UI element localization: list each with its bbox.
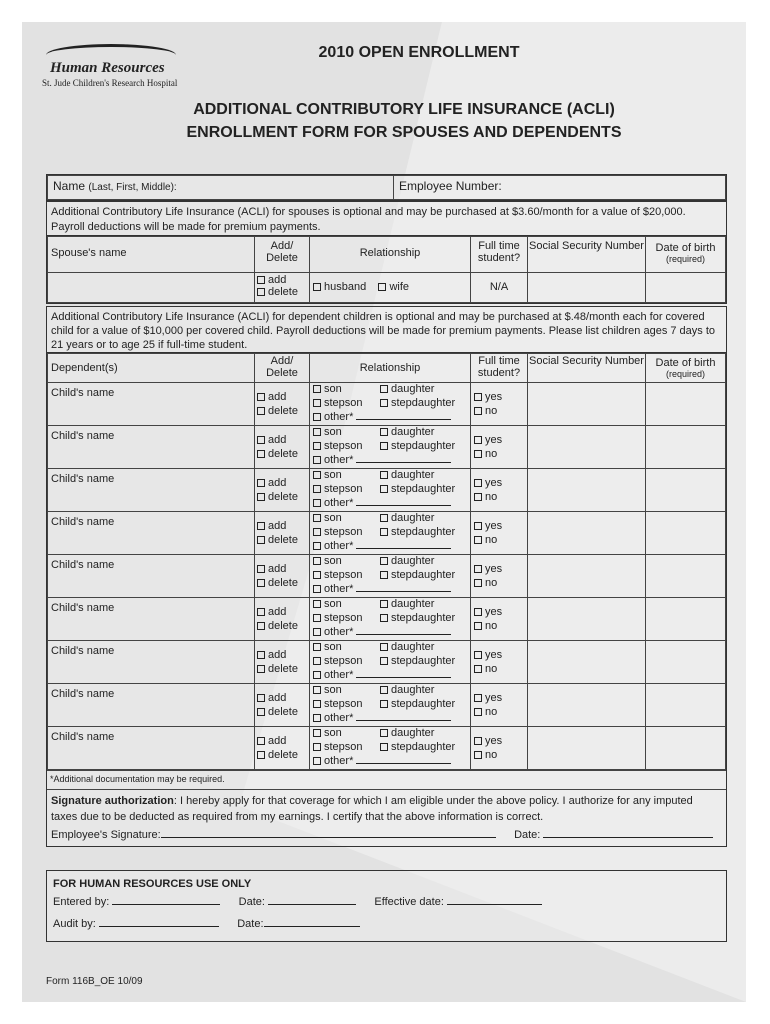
daughter-checkbox[interactable]: daughter bbox=[380, 598, 434, 610]
child-dob-field[interactable] bbox=[646, 426, 726, 469]
dependent-row bbox=[48, 512, 726, 555]
daughter-checkbox[interactable]: daughter bbox=[380, 641, 434, 653]
stepdaughter-checkbox[interactable]: stepdaughter bbox=[380, 397, 455, 409]
child-ssn-field[interactable] bbox=[528, 555, 646, 598]
other-line[interactable] bbox=[356, 711, 451, 721]
form-page bbox=[22, 22, 746, 1002]
stepson-checkbox[interactable]: stepson bbox=[313, 569, 363, 581]
no-checkbox[interactable]: no bbox=[474, 663, 497, 675]
dependent-row bbox=[48, 383, 726, 426]
child-ssn-field[interactable] bbox=[528, 727, 646, 770]
child-ssn-field[interactable] bbox=[528, 512, 646, 555]
add-checkbox[interactable]: add bbox=[257, 434, 286, 446]
add-checkbox[interactable]: add bbox=[257, 563, 286, 575]
no-checkbox[interactable]: no bbox=[474, 405, 497, 417]
no-checkbox[interactable]: no bbox=[474, 448, 497, 460]
child-info: Additional Contributory Life Insurance (ACLI) for dependent children is optional and may be purchased at $.48/month each for covered child for a value of $10,000 per covered child. Payroll deductions will be made for premium payments. Please list children ages 7 days to 21 years or to age 25 if full-time student. bbox=[46, 306, 727, 355]
child-ssn-field[interactable] bbox=[528, 641, 646, 684]
delete-checkbox[interactable]: delete bbox=[257, 706, 298, 718]
yes-checkbox[interactable]: yes bbox=[474, 391, 502, 403]
effective-date-line[interactable] bbox=[447, 895, 542, 905]
yes-checkbox[interactable]: yes bbox=[474, 649, 502, 661]
form-title: ADDITIONAL CONTRIBUTORY LIFE INSURANCE (ACLI) ENROLLMENT FORM FOR SPOUSES AND DEPENDENTS bbox=[186, 101, 622, 141]
yes-checkbox[interactable]: yes bbox=[474, 520, 502, 532]
audit-date-line[interactable] bbox=[264, 917, 360, 927]
child-dob-field[interactable] bbox=[646, 727, 726, 770]
stepdaughter-checkbox[interactable]: stepdaughter bbox=[380, 440, 455, 452]
son-checkbox[interactable]: son bbox=[313, 684, 342, 696]
spouse-table: Spouse's name Add/ Delete Relationship Full time student? Social Security Number Date of birth (required) add delete husband wife N/A bbox=[46, 235, 727, 304]
child-ssn-field[interactable] bbox=[528, 383, 646, 426]
child-dob-field[interactable] bbox=[646, 598, 726, 641]
stepson-checkbox[interactable]: stepson bbox=[313, 741, 363, 753]
child-ssn-field[interactable] bbox=[528, 684, 646, 727]
audit-by-line[interactable] bbox=[99, 917, 219, 927]
son-checkbox[interactable]: son bbox=[313, 598, 342, 610]
signature-date-line[interactable] bbox=[543, 828, 713, 838]
spouse-dob-field[interactable] bbox=[646, 273, 726, 303]
other-checkbox[interactable]: other* bbox=[313, 755, 353, 767]
add-checkbox[interactable]: add bbox=[257, 735, 286, 747]
no-checkbox[interactable]: no bbox=[474, 491, 497, 503]
child-ssn-field[interactable] bbox=[528, 598, 646, 641]
other-line[interactable] bbox=[356, 668, 451, 678]
dependent-row bbox=[48, 684, 726, 727]
stepson-checkbox[interactable]: stepson bbox=[313, 612, 363, 624]
dependent-row bbox=[48, 641, 726, 684]
other-line[interactable] bbox=[356, 453, 451, 463]
child-dob-field[interactable] bbox=[646, 512, 726, 555]
son-checkbox[interactable]: son bbox=[313, 727, 342, 739]
stepson-checkbox[interactable]: stepson bbox=[313, 526, 363, 538]
enrollment-title: 2010 OPEN ENROLLMENT bbox=[318, 44, 520, 61]
footnote: *Additional documentation may be required. bbox=[47, 770, 726, 789]
signature-section: Signature authorization: I hereby apply for that coverage for which I am eligible under the above policy. I authorize for any imputed taxes due to be deducted as required from my earnings. I certify that the above information is correct. Employee's Signature: Date: bbox=[47, 789, 726, 846]
delete-checkbox[interactable]: delete bbox=[257, 577, 298, 589]
spouse-delete-checkbox[interactable]: delete bbox=[257, 286, 307, 298]
entered-by-line[interactable] bbox=[112, 895, 220, 905]
daughter-checkbox[interactable]: daughter bbox=[380, 684, 434, 696]
logo-subtitle: St. Jude Children's Research Hospital bbox=[42, 78, 178, 88]
no-checkbox[interactable]: no bbox=[474, 749, 497, 761]
son-checkbox[interactable]: son bbox=[313, 426, 342, 438]
other-line[interactable] bbox=[356, 582, 451, 592]
spouse-add-checkbox[interactable]: add bbox=[257, 274, 307, 286]
other-checkbox[interactable]: other* bbox=[313, 497, 353, 509]
child-name-field[interactable]: Child's name bbox=[48, 727, 255, 770]
other-line[interactable] bbox=[356, 754, 451, 764]
child-dob-field[interactable] bbox=[646, 383, 726, 426]
stepson-checkbox[interactable]: stepson bbox=[313, 655, 363, 667]
no-checkbox[interactable]: no bbox=[474, 534, 497, 546]
child-name-field[interactable]: Child's name bbox=[48, 469, 255, 512]
form-id: Form 116B_OE 10/09 bbox=[46, 976, 143, 987]
delete-checkbox[interactable]: delete bbox=[257, 663, 298, 675]
dependent-row bbox=[48, 426, 726, 469]
dependents-table: Dependent(s) Add/ Delete Relationship Full time student? Social Security Number Date of birth (required) Child's name add delete son daughter stepson stepdaughter other* yes no Child's name add delete son daughter stepson stepdaughter other* yes no Child's name add delete son daughter stepson stepdaughter other* yes no Child's name add delete son daughter stepson stepdaughter other* yes no Child's name add delete son daughter stepson stepdaughter other* yes no Child's name add delete son daughter stepson stepdaughter other* yes no Child's name add delete son daughter stepson stepdaughter other* yes no Child's name add delete son daughter stepson stepdaughter other* yes no Child's name add delete son daughter stepson stepdaughter other* yes no *Additional documentation may be required. Signature authorization: I hereby apply for that coverage for which I am eligible under the above policy. I authorize for any imputed taxes due to be deducted as required from my earnings. I certify that the above information is correct. Employee's Signature: Date: bbox=[46, 352, 727, 847]
yes-checkbox[interactable]: yes bbox=[474, 563, 502, 575]
no-checkbox[interactable]: no bbox=[474, 706, 497, 718]
stepdaughter-checkbox[interactable]: stepdaughter bbox=[380, 741, 455, 753]
child-name-field[interactable]: Child's name bbox=[48, 598, 255, 641]
child-name-field[interactable]: Child's name bbox=[48, 684, 255, 727]
dependent-row bbox=[48, 598, 726, 641]
other-checkbox[interactable]: other* bbox=[313, 454, 353, 466]
child-dob-field[interactable] bbox=[646, 684, 726, 727]
hr-use-section: FOR HUMAN RESOURCES USE ONLY Entered by: Date: Effective date: Audit by: Date: bbox=[46, 870, 727, 942]
stepdaughter-checkbox[interactable]: stepdaughter bbox=[380, 526, 455, 538]
child-dob-field[interactable] bbox=[646, 469, 726, 512]
other-checkbox[interactable]: other* bbox=[313, 411, 353, 423]
stepson-checkbox[interactable]: stepson bbox=[313, 440, 363, 452]
other-checkbox[interactable]: other* bbox=[313, 540, 353, 552]
delete-checkbox[interactable]: delete bbox=[257, 749, 298, 761]
child-ssn-field[interactable] bbox=[528, 426, 646, 469]
other-checkbox[interactable]: other* bbox=[313, 669, 353, 681]
other-line[interactable] bbox=[356, 496, 451, 506]
add-checkbox[interactable]: add bbox=[257, 606, 286, 618]
delete-checkbox[interactable]: delete bbox=[257, 405, 298, 417]
daughter-checkbox[interactable]: daughter bbox=[380, 727, 434, 739]
other-checkbox[interactable]: other* bbox=[313, 712, 353, 724]
employee-section bbox=[46, 174, 727, 201]
delete-checkbox[interactable]: delete bbox=[257, 491, 298, 503]
stepson-checkbox[interactable]: stepson bbox=[313, 397, 363, 409]
son-checkbox[interactable]: son bbox=[313, 641, 342, 653]
employee-name-field[interactable]: Name (Last, First, Middle): bbox=[48, 176, 394, 200]
child-name-field[interactable]: Child's name bbox=[48, 555, 255, 598]
yes-checkbox[interactable]: yes bbox=[474, 692, 502, 704]
add-checkbox[interactable]: add bbox=[257, 391, 286, 403]
yes-checkbox[interactable]: yes bbox=[474, 735, 502, 747]
son-checkbox[interactable]: son bbox=[313, 469, 342, 481]
spouse-info: Additional Contributory Life Insurance (ACLI) for spouses is optional and may be purchased at $3.60/month for a value of $20,000. Payroll deductions will be made for premium payments. bbox=[46, 201, 727, 238]
child-dob-field[interactable] bbox=[646, 555, 726, 598]
entered-date-line[interactable] bbox=[268, 895, 356, 905]
add-checkbox[interactable]: add bbox=[257, 520, 286, 532]
delete-checkbox[interactable]: delete bbox=[257, 448, 298, 460]
no-checkbox[interactable]: no bbox=[474, 577, 497, 589]
dependent-row bbox=[48, 555, 726, 598]
son-checkbox[interactable]: son bbox=[313, 555, 342, 567]
add-checkbox[interactable]: add bbox=[257, 477, 286, 489]
signature-line[interactable] bbox=[161, 828, 496, 838]
child-name-field[interactable]: Child's name bbox=[48, 426, 255, 469]
daughter-checkbox[interactable]: daughter bbox=[380, 469, 434, 481]
daughter-checkbox[interactable]: daughter bbox=[380, 555, 434, 567]
husband-checkbox[interactable]: husband bbox=[313, 281, 366, 293]
stepson-checkbox[interactable]: stepson bbox=[313, 698, 363, 710]
no-checkbox[interactable]: no bbox=[474, 620, 497, 632]
other-checkbox[interactable]: other* bbox=[313, 583, 353, 595]
delete-checkbox[interactable]: delete bbox=[257, 534, 298, 546]
spouse-name-field[interactable] bbox=[48, 273, 255, 303]
dependent-row bbox=[48, 727, 726, 770]
child-dob-field[interactable] bbox=[646, 641, 726, 684]
yes-checkbox[interactable]: yes bbox=[474, 606, 502, 618]
daughter-checkbox[interactable]: daughter bbox=[380, 383, 434, 395]
wife-checkbox[interactable]: wife bbox=[378, 281, 409, 293]
logo-title: Human Resources bbox=[50, 60, 165, 76]
stepdaughter-checkbox[interactable]: stepdaughter bbox=[380, 483, 455, 495]
stepdaughter-checkbox[interactable]: stepdaughter bbox=[380, 612, 455, 624]
add-checkbox[interactable]: add bbox=[257, 692, 286, 704]
add-checkbox[interactable]: add bbox=[257, 649, 286, 661]
yes-checkbox[interactable]: yes bbox=[474, 477, 502, 489]
daughter-checkbox[interactable]: daughter bbox=[380, 426, 434, 438]
son-checkbox[interactable]: son bbox=[313, 512, 342, 524]
son-checkbox[interactable]: son bbox=[313, 383, 342, 395]
child-name-field[interactable]: Child's name bbox=[48, 512, 255, 555]
stepdaughter-checkbox[interactable]: stepdaughter bbox=[380, 569, 455, 581]
stepdaughter-checkbox[interactable]: stepdaughter bbox=[380, 655, 455, 667]
spouse-ssn-field[interactable] bbox=[528, 273, 646, 303]
daughter-checkbox[interactable]: daughter bbox=[380, 512, 434, 524]
child-name-field[interactable]: Child's name bbox=[48, 641, 255, 684]
child-name-field[interactable]: Child's name bbox=[48, 383, 255, 426]
yes-checkbox[interactable]: yes bbox=[474, 434, 502, 446]
delete-checkbox[interactable]: delete bbox=[257, 620, 298, 632]
other-line[interactable] bbox=[356, 539, 451, 549]
dependent-row bbox=[48, 469, 726, 512]
child-ssn-field[interactable] bbox=[528, 469, 646, 512]
stepdaughter-checkbox[interactable]: stepdaughter bbox=[380, 698, 455, 710]
employee-number-field[interactable]: Employee Number: bbox=[394, 176, 726, 200]
stepson-checkbox[interactable]: stepson bbox=[313, 483, 363, 495]
other-checkbox[interactable]: other* bbox=[313, 626, 353, 638]
other-line[interactable] bbox=[356, 625, 451, 635]
other-line[interactable] bbox=[356, 410, 451, 420]
